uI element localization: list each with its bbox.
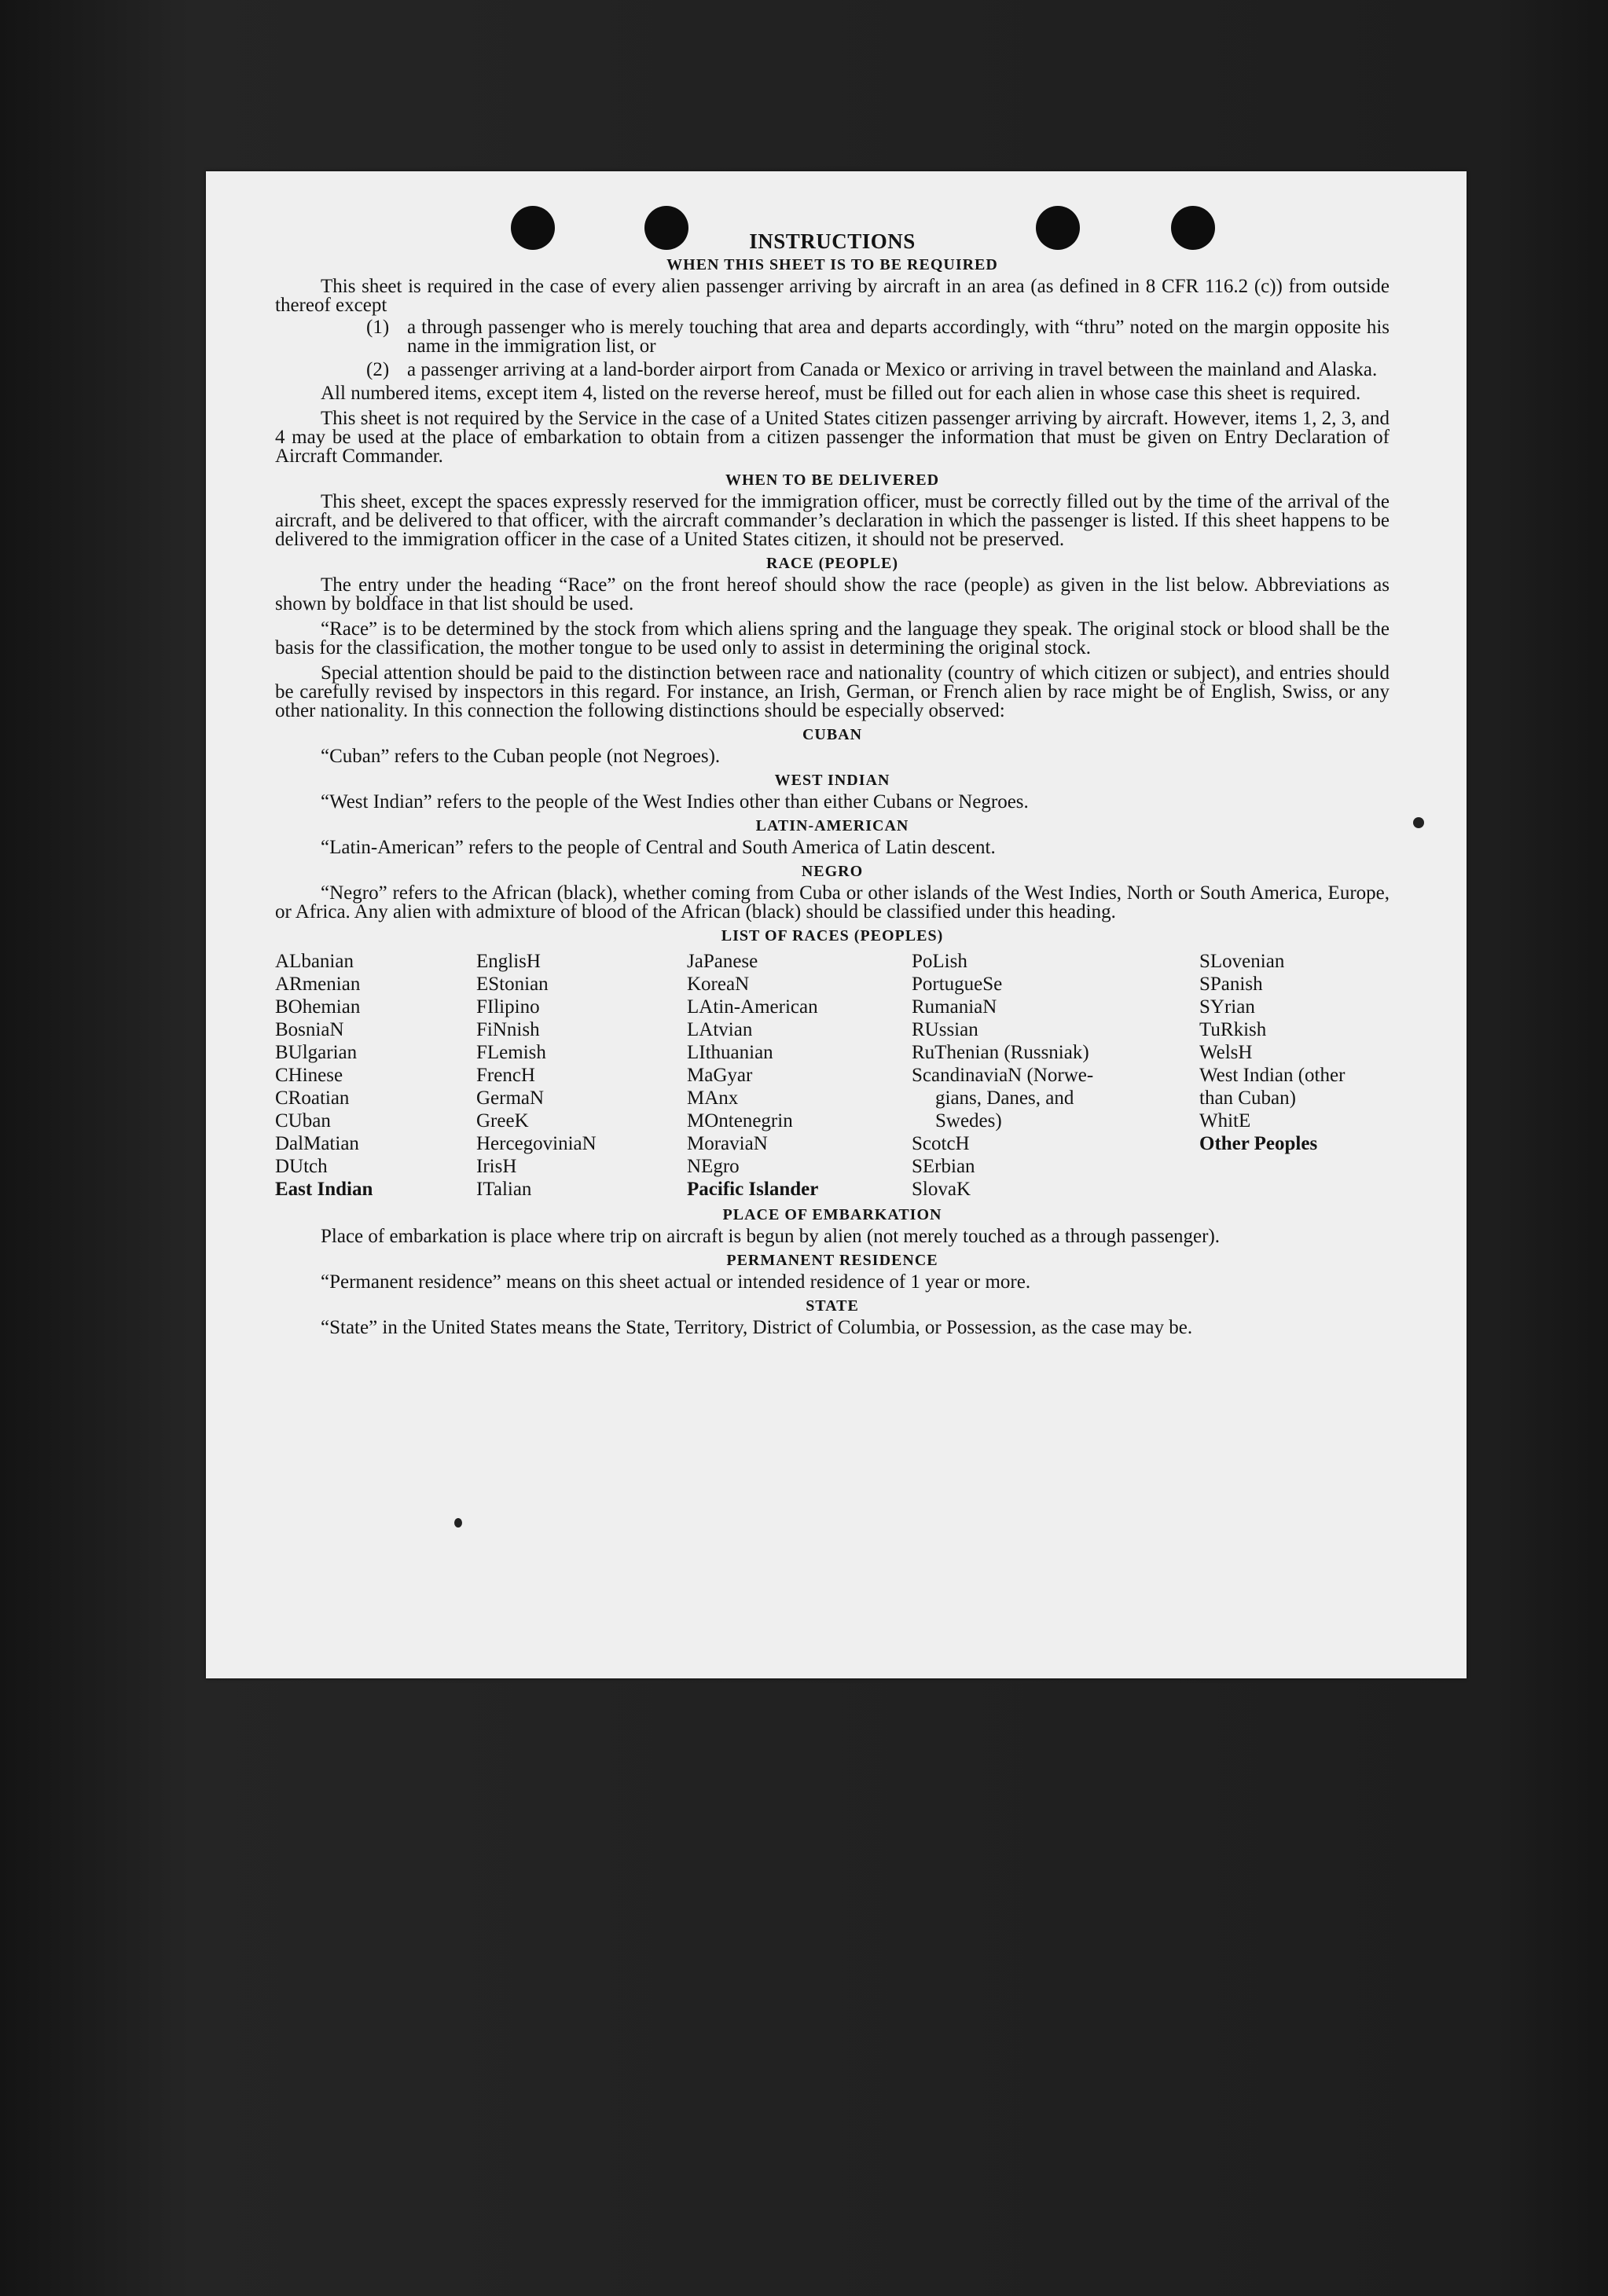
section-heading: WHEN THIS SHEET IS TO BE REQUIRED <box>666 256 998 273</box>
race-entry: SPanish <box>1199 974 1263 995</box>
race-entry: SErbian <box>912 1156 975 1177</box>
race-entry: WelsH <box>1199 1042 1253 1063</box>
paragraph: “Race” is to be determined by the stock from which aliens spring and the language they speak. The original stock or blood shall be the basis for the classification, the mother tongue to be used only to assist in determining the original stock. <box>275 618 1390 658</box>
section-heading: LATIN-AMERICAN <box>755 817 909 834</box>
paragraph: “Cuban” refers to the Cuban people (not Negroes). <box>321 746 721 767</box>
race-entry: LAtvian <box>687 1019 753 1040</box>
race-entry: FrencH <box>476 1065 535 1086</box>
document-page <box>206 171 1467 1678</box>
race-entry: MAnx <box>687 1087 739 1109</box>
race-entry: HercegoviniaN <box>476 1133 597 1154</box>
race-entry: LIthuanian <box>687 1042 773 1063</box>
race-entry: BUlgarian <box>275 1042 358 1063</box>
race-list <box>275 950 1390 1201</box>
race-entry: WhitE <box>1199 1110 1251 1131</box>
paragraph: This sheet is required in the case of every alien passenger arriving by aircraft in an area (as defined in 8 CFR 116.2 (c)) from outside thereof except <box>275 276 1390 316</box>
race-entry: PoLish <box>912 951 967 972</box>
section-heading: PERMANENT RESIDENCE <box>726 1252 938 1269</box>
race-entry: SYrian <box>1199 996 1255 1018</box>
paragraph: All numbered items, except item 4, listed on the reverse hereof, must be filled out for each alien in whose case this sheet is required. <box>321 383 1361 404</box>
race-entry: ITalian <box>476 1179 532 1200</box>
list-item <box>366 361 1390 380</box>
paragraph: “Negro” refers to the African (black), whether coming from Cuba or other islands of the West Indies, North or South America, Europe, or Africa. Any alien with admixture of blood of the African (black) should be classified under this heading. <box>275 882 1390 922</box>
item-number: (2) <box>366 359 390 380</box>
race-entry: FIlipino <box>476 996 540 1018</box>
race-entry: GreeK <box>476 1110 529 1131</box>
item-text: a through passenger who is merely touching that area and departs accordingly, with “thru” noted on the margin opposite his name in the immigration list, or <box>407 317 1390 357</box>
section-heading: NEGRO <box>801 863 864 880</box>
paragraph: This sheet, except the spaces expressly reserved for the immigration officer, must be correctly filled out by the time of the arrival of the aircraft, and be delivered to that officer, with the aircraft commander’s declaration in which the passenger is listed. If this sheet happens to be delivered to the immigration officer in the case of a United States citizen, it should not be preserved. <box>275 491 1390 550</box>
race-entry: FLemish <box>476 1042 546 1063</box>
race-entry: EStonian <box>476 974 549 995</box>
race-entry: SLovenian <box>1199 951 1285 972</box>
paragraph: “Permanent residence” means on this sheet actual or intended residence of 1 year or more. <box>321 1271 1031 1293</box>
race-entry: RumaniaN <box>912 996 997 1018</box>
section-heading: CUBAN <box>802 726 863 743</box>
race-entry: TuRkish <box>1199 1019 1267 1040</box>
race-entry: NEgro <box>687 1156 740 1177</box>
race-entry: Other Peoples <box>1199 1133 1318 1154</box>
race-entry: MOntenegrin <box>687 1110 793 1131</box>
race-entry: ARmenian <box>275 974 361 995</box>
section-heading: WHEN TO BE DELIVERED <box>725 471 940 489</box>
race-column <box>1199 950 1390 1201</box>
race-entry: Swedes) <box>935 1110 1002 1131</box>
race-column <box>687 950 912 1201</box>
paragraph: “State” in the United States means the State, Territory, District of Columbia, or Possession, as the case may be. <box>321 1317 1193 1338</box>
section-heading: WEST INDIAN <box>774 772 890 789</box>
race-entry: DUtch <box>275 1156 328 1177</box>
paragraph: The entry under the heading “Race” on the front hereof should show the race (people) as given in the list below. Abbreviations as shown by boldface in that list should be used. <box>275 574 1390 614</box>
race-entry: RuThenian (Russniak) <box>912 1042 1089 1063</box>
race-entry: ScotcH <box>912 1133 970 1154</box>
paragraph: “Latin-American” refers to the people of Central and South America of Latin descent. <box>321 837 996 858</box>
section-heading: LIST OF RACES (PEOPLES) <box>721 927 944 944</box>
race-entry: CRoatian <box>275 1087 350 1109</box>
race-entry: gians, Danes, and <box>935 1087 1074 1109</box>
race-entry: MaGyar <box>687 1065 753 1086</box>
race-entry: West Indian (other <box>1199 1065 1346 1086</box>
paragraph: “West Indian” refers to the people of the West Indies other than either Cubans or Negroes. <box>321 791 1029 812</box>
race-entry: DalMatian <box>275 1133 359 1154</box>
page-title: INSTRUCTIONS <box>749 229 916 253</box>
paragraph: Special attention should be paid to the distinction between race and nationality (country of which citizen or subject), and entries should be carefully revised by inspectors in this regard. For instance, an Irish, German, or French alien by race might be of English, Swiss, or any other nationality. In this connection the following distinctions should be especially observed: <box>275 662 1390 721</box>
race-entry: Pacific Islander <box>687 1179 819 1200</box>
race-entry: BosniaN <box>275 1019 344 1040</box>
paragraph: This sheet is not required by the Service in the case of a United States citizen passenger arriving by aircraft. However, items 1, 2, 3, and 4 may be used at the place of embarkation to obtain from a citizen passenger the information that must be given on Entry Declaration of Aircraft Commander. <box>275 408 1390 467</box>
race-entry: FiNnish <box>476 1019 540 1040</box>
paragraph: Place of embarkation is place where trip on aircraft is begun by alien (not merely touched as a through passenger). <box>321 1226 1221 1247</box>
race-column <box>476 950 687 1201</box>
race-entry: EnglisH <box>476 951 541 972</box>
race-entry: RUssian <box>912 1019 978 1040</box>
race-entry: MoraviaN <box>687 1133 768 1154</box>
scan-speck <box>454 1518 462 1528</box>
section-heading: STATE <box>806 1297 859 1315</box>
item-number: (1) <box>366 317 390 338</box>
race-entry: than Cuban) <box>1199 1087 1296 1109</box>
race-entry: East Indian <box>275 1179 373 1200</box>
race-entry: PortugueSe <box>912 974 1003 995</box>
race-entry: LAtin-American <box>687 996 818 1018</box>
race-entry: GermaN <box>476 1087 545 1109</box>
section-heading: RACE (PEOPLE) <box>766 555 898 572</box>
list-item <box>366 318 1390 356</box>
instructions-text <box>275 229 1390 1338</box>
race-column <box>912 950 1199 1201</box>
race-entry: KoreaN <box>687 974 750 995</box>
section-heading: PLACE OF EMBARKATION <box>722 1206 942 1223</box>
race-entry: JaPanese <box>687 951 758 972</box>
race-entry: SlovaK <box>912 1179 971 1200</box>
race-entry: IrisH <box>476 1156 517 1177</box>
race-entry: CUban <box>275 1110 331 1131</box>
race-entry: ALbanian <box>275 951 354 972</box>
race-entry: CHinese <box>275 1065 343 1086</box>
race-entry: BOhemian <box>275 996 361 1018</box>
race-entry: ScandinaviaN (Norwe- <box>912 1065 1094 1086</box>
exception-list <box>275 318 1390 380</box>
scan-speck <box>1413 817 1424 828</box>
item-text: a passenger arriving at a land-border airport from Canada or Mexico or arriving in travel between the mainland and Alaska. <box>407 359 1378 380</box>
race-column <box>275 950 476 1201</box>
